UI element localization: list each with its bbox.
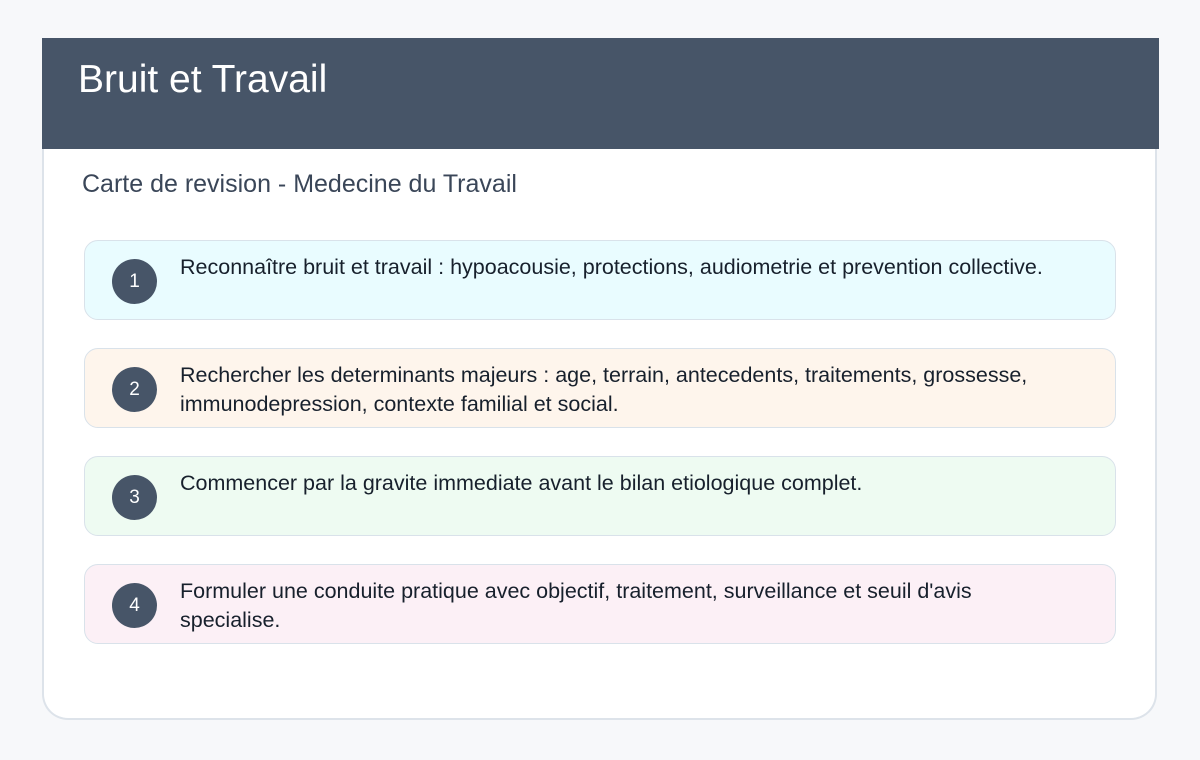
item-number-badge: 3	[112, 475, 157, 520]
item-number-badge: 2	[112, 367, 157, 412]
card-subtitle: Carte de revision - Medecine du Travail	[82, 170, 517, 198]
card-header	[42, 38, 1159, 149]
list-item	[84, 240, 1116, 320]
item-number-badge: 4	[112, 583, 157, 628]
item-text: Rechercher les determinants majeurs : age, terrain, antecedents, traitements, grossesse, immunodepression, contexte familial et social.	[180, 363, 1028, 416]
item-text: Formuler une conduite pratique avec objectif, traitement, surveillance et seuil d'avis specialise.	[180, 579, 972, 632]
item-text: Commencer par la gravite immediate avant le bilan etiologique complet.	[180, 471, 863, 495]
item-text: Reconnaître bruit et travail : hypoacousie, protections, audiometrie et prevention collective.	[180, 255, 1043, 279]
list-item	[84, 456, 1116, 536]
item-number-badge: 1	[112, 259, 157, 304]
list-item	[84, 348, 1116, 428]
list-item	[84, 564, 1116, 644]
page-title: Bruit et Travail	[78, 58, 328, 101]
